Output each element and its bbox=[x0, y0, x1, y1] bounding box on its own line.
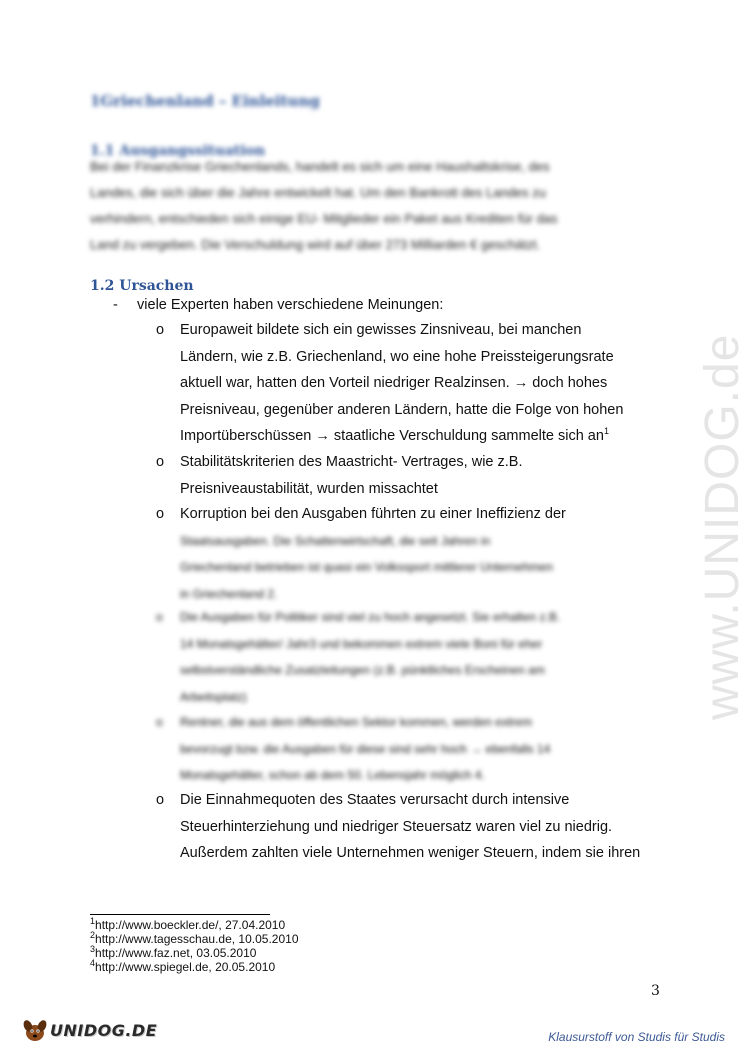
bullet-line: Stabilitätskriterien des Maastricht- Vertrages, wie z.B. bbox=[180, 454, 523, 470]
bullet-item bbox=[156, 709, 660, 789]
bullet-line: Rentner, die aus dem öffentlichen Sektor kommen, werden extrem bbox=[180, 715, 532, 729]
footer-tagline: Klausurstoff von Studis für Studis bbox=[548, 1030, 725, 1044]
footnote-number: 3 bbox=[90, 944, 96, 954]
footnote-ref: 1 bbox=[603, 426, 609, 437]
chapter-heading: 1Griechenland – Einleitung bbox=[90, 92, 320, 110]
bullet-line: in Griechenland 2. bbox=[180, 586, 278, 601]
dash-list-item bbox=[113, 297, 443, 313]
dash-marker: - bbox=[113, 297, 118, 313]
footnote-number: 4 bbox=[90, 958, 96, 968]
bullet-line: Preisniveau, gegenüber anderen Ländern, hatte die Folge von hohen bbox=[180, 401, 624, 418]
footnote bbox=[90, 946, 299, 960]
footnote bbox=[90, 918, 299, 932]
bullet-line: Außerdem zahlten viele Unternehmen weniger Steuern, indem sie ihren bbox=[180, 845, 641, 861]
bullet-line: bevorzugt bzw. die Ausgaben für diese sind sehr hoch → ebenfalls 14 bbox=[180, 741, 551, 756]
footnote-number: 2 bbox=[90, 930, 96, 940]
bullet-line: selbstverständliche Zusatzleitungen (z.B. pünktliches Erscheinen am bbox=[180, 663, 545, 677]
paragraph-line: Bei der Finanzkrise Griechenlands, handelt es sich um eine Haushaltskrise, des bbox=[90, 159, 550, 174]
paragraph-line: Land zu vergeben. Die Verschuldung wird auf über 273 Milliarden € geschätzt. bbox=[90, 237, 541, 252]
bullet-line: Arbeitsplatz) bbox=[180, 689, 247, 704]
bullet-item bbox=[156, 317, 660, 450]
watermark: www.UNIDOG.de bbox=[696, 333, 749, 720]
bullet-item bbox=[156, 787, 660, 867]
bullet-line: Die Einnahmequoten des Staates verursacht durch intensive bbox=[180, 792, 570, 808]
bullet-marker: o bbox=[156, 610, 163, 624]
section-1-1-paragraph bbox=[90, 154, 660, 258]
unidog-logo bbox=[20, 1015, 157, 1045]
bullet-marker: o bbox=[156, 506, 165, 522]
footnote bbox=[90, 960, 299, 974]
bullet-line: aktuell war, hatten den Vorteil niedriger Realzinsen. → doch hohes bbox=[180, 375, 608, 391]
bullet-item bbox=[156, 501, 660, 607]
logo-text: UNIDOG.DE bbox=[50, 1020, 158, 1040]
paragraph-line: verhindern, entschieden sich einige EU- Mitglieder ein Paket aus Krediten für das bbox=[90, 211, 558, 226]
footnotes bbox=[90, 918, 299, 974]
bullet-line: Ländern, wie z.B. Griechenland, wo eine hohe Preissteigerungsrate bbox=[180, 348, 614, 365]
bullet-line: Griechenland betrieben ist quasi ein Volkssport mittlerer Unternehmen bbox=[180, 560, 553, 574]
dog-icon bbox=[20, 1015, 50, 1045]
dash-item-text: viele Experten haben verschiedene Meinungen: bbox=[137, 297, 444, 313]
footnote-separator bbox=[90, 914, 270, 915]
bullet-line: Staatsausgaben. Die Schattenwirtschaft, die seit Jahren in bbox=[180, 533, 491, 548]
bullet-line: Preisniveaustabilität, wurden missachtet bbox=[180, 480, 438, 497]
bullet-marker: o bbox=[156, 792, 165, 808]
bullet-line bbox=[180, 423, 660, 450]
bullet-line: Steuerhinterziehung und niedriger Steuersatz waren viel zu niedrig. bbox=[180, 818, 613, 835]
blurred-text bbox=[180, 528, 660, 608]
footnote-text: http://www.tagesschau.de, 10.05.2010 bbox=[95, 932, 299, 946]
bullet-line: Die Ausgaben für Politiker sind viel zu hoch angesetzt. Sie erhalten z.B. bbox=[180, 610, 561, 624]
page-number: 3 bbox=[651, 983, 660, 999]
bullet-marker: o bbox=[156, 322, 165, 338]
bullet-line: Monatsgehälter, schon ab dem 50. Lebensjahr möglich 4. bbox=[180, 768, 485, 782]
bullet-marker: o bbox=[156, 715, 163, 729]
footnote-text: http://www.boeckler.de/, 27.04.2010 bbox=[95, 918, 286, 932]
bullet-marker: o bbox=[156, 454, 165, 470]
section-1-1-heading: 1.1 Ausgangssituation bbox=[90, 143, 266, 159]
footnote-number: 1 bbox=[90, 916, 96, 926]
bullet-item bbox=[156, 604, 660, 710]
bullet-item bbox=[156, 449, 660, 502]
bullet-line: 14 Monatsgehälter/ Jahr3 und bekommen extrem viele Boni für eher bbox=[180, 636, 543, 651]
bullet-line: Europaweit bildete sich ein gewisses Zinsniveau, bei manchen bbox=[180, 322, 582, 338]
bullet-line-text: Importüberschüssen → staatliche Verschuldung sammelte sich an bbox=[180, 428, 604, 444]
bullet-line: Korruption bei den Ausgaben führten zu einer Ineffizienz der bbox=[180, 506, 566, 522]
footnote-text: http://www.faz.net, 03.05.2010 bbox=[95, 946, 257, 960]
footnote bbox=[90, 932, 299, 946]
footnote-text: http://www.spiegel.de, 20.05.2010 bbox=[95, 960, 276, 974]
section-1-2-heading: 1.2 Ursachen bbox=[90, 278, 194, 294]
paragraph-line: Landes, die sich über die Jahre entwickelt hat. Um den Bankrott des Landes zu bbox=[90, 185, 546, 200]
